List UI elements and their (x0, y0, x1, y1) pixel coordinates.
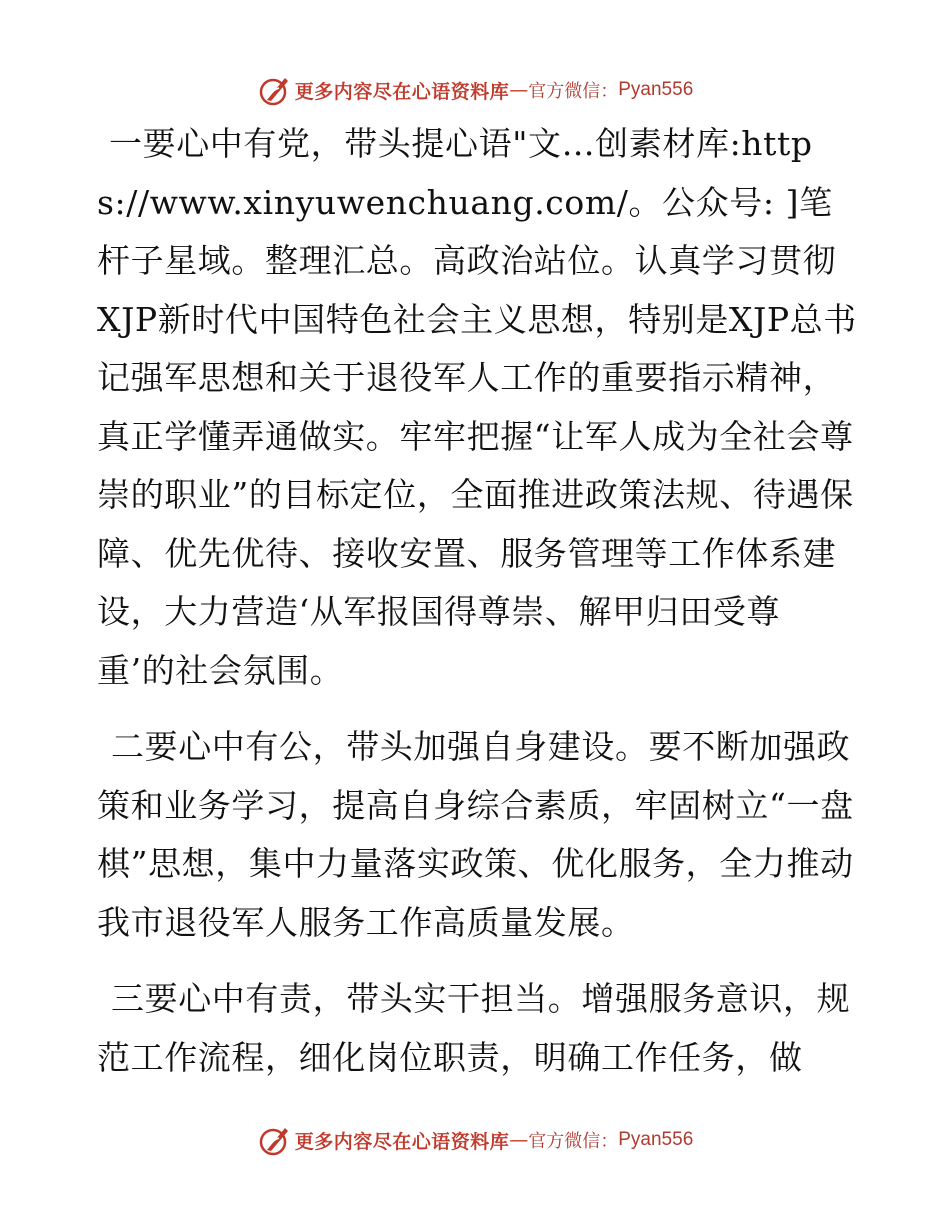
header-dash: — (509, 79, 529, 101)
quill-logo-icon (257, 72, 293, 108)
header-banner (0, 70, 950, 110)
footer-brand: 更多内容尽在心语资料库 (294, 1130, 510, 1153)
footer-banner (0, 1120, 950, 1160)
footer-wechat-label: 官方微信： (528, 1131, 619, 1152)
header-brand: 更多内容尽在心语资料库 (294, 80, 510, 103)
paragraph-2: 二要心中有公，带头加强自身建设。要不断加强政策和业务学习，提高自身综合素质，牢固树立“一盘棋”思想，集中力量落实政策、优化服务，全力推动我市退役军人服务工作高质量发展。 (97, 727, 854, 942)
footer-wechat-id: Pyan556 (618, 1129, 694, 1150)
paragraph-3: 三要心中有责，带头实干担当。增强服务意识，规范工作流程，细化岗位职责，明确工作任务，做 (97, 979, 851, 1077)
document-body (97, 115, 857, 1105)
footer-dash: — (509, 1129, 529, 1151)
quill-logo-icon (257, 1122, 293, 1158)
paragraph-1: 一要心中有党，带头提心语"文…创素材库:https://www.xinyuwenchuang.com/。公众号: ]笔杆子星域。整理汇总。高政治站位。认真学习贯彻XJP新时代中国特色社会主义思想，特别是XJP总书记强军思想和关于退役军人工作的重要指示精神，真正学懂弄通做实。牢牢把握“让军人成为全社会尊崇的职业”的目标定位，全面推进政策法规、待遇保障、优先优待、接收安置、服务管理等工作体系建设，大力营造‘从军报国得尊崇、解甲归田受尊重’的社会氛围。 (97, 124, 857, 690)
header-wechat-id: Pyan556 (618, 79, 694, 100)
header-wechat-label: 官方微信： (528, 81, 619, 102)
